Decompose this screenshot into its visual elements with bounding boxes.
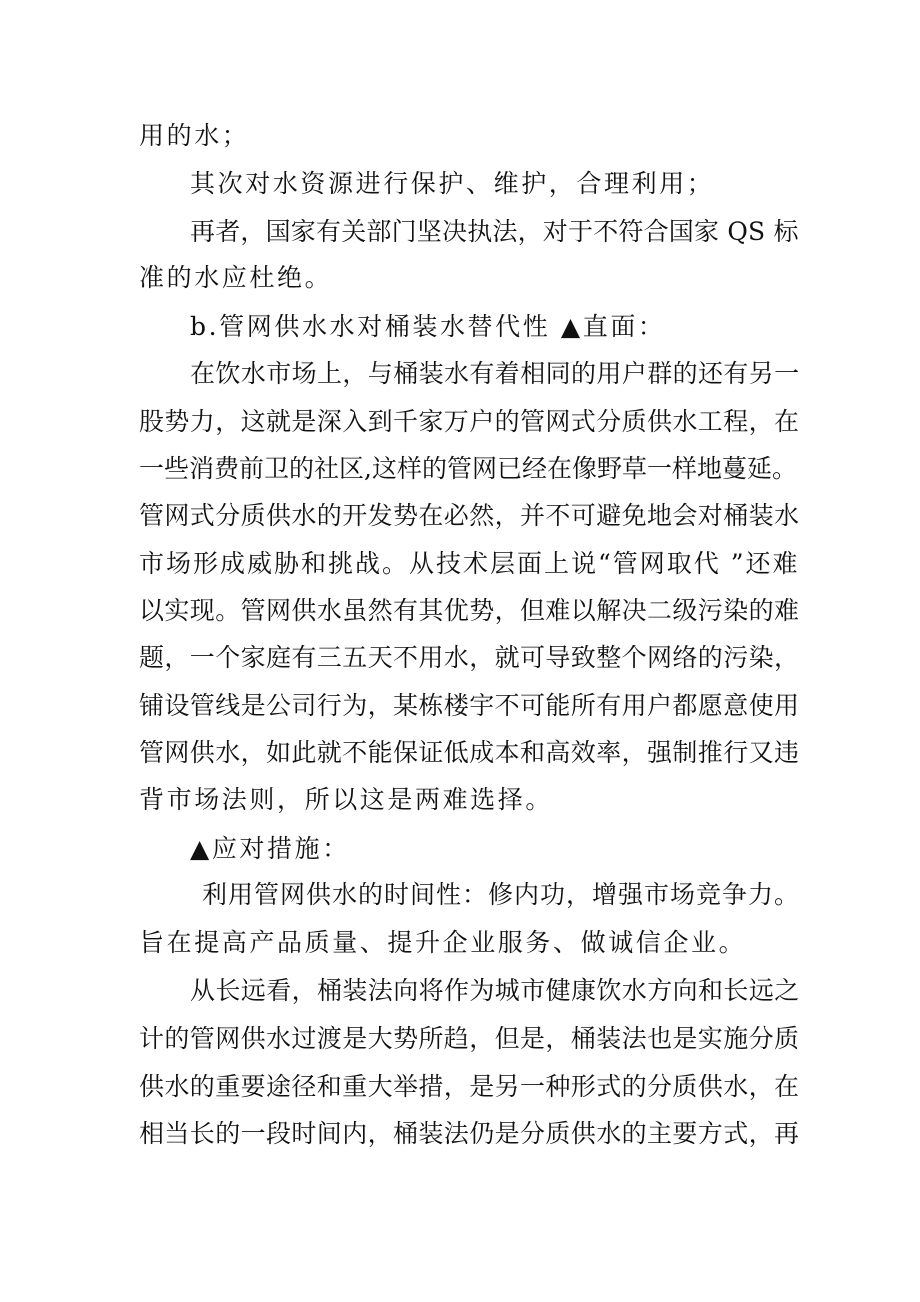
subheading: b.管网供水水对桶装水替代性 ▲直面： xyxy=(190,312,666,341)
text-line: 市场形成威胁和挑战。从技术层面上说“管网取代 ”还难 xyxy=(139,549,800,578)
text-line: 在饮水市场上，与桶装水有着相同的用户群的还有另一 xyxy=(190,359,800,388)
text-line: 计的管网供水过渡是大势所趋，但是，桶装法也是实施分质 xyxy=(139,1024,800,1053)
text-line: 管网式分质供水的开发势在必然，并不可避免地会对桶装水 xyxy=(139,501,800,530)
text-line: 其次对水资源进行保护、维护，合理利用； xyxy=(190,169,715,198)
text-line: 一些消费前卫的社区,这样的管网已经在像野草一样地蔓延。 xyxy=(139,454,797,483)
text-line: 旨在提高产品质量、提升企业服务、做诚信企业。 xyxy=(139,928,747,957)
text-line: 准的水应杜绝。 xyxy=(139,263,333,292)
text-line: 供水的重要途径和重大举措，是另一种形式的分质供水，在 xyxy=(139,1072,800,1101)
text-line: 从长远看，桶装法向将作为城市健康饮水方向和长远之 xyxy=(190,976,800,1005)
text-line: 相当长的一段时间内，桶装法仍是分质供水的主要方式，再 xyxy=(139,1119,800,1148)
text-line: 用的水； xyxy=(139,121,250,150)
text-line: 铺设管线是公司行为，某栋楼宇不可能所有用户都愿意使用 xyxy=(139,691,800,720)
text-line: 管网供水，如此就不能保证低成本和高效率，强制推行又违 xyxy=(139,738,800,767)
text-line: 股势力，这就是深入到千家万户的管网式分质供水工程，在 xyxy=(139,407,800,436)
text-line: 背市场法则，所以这是两难选择。 xyxy=(139,785,554,814)
text-line: 以实现。管网供水虽然有其优势，但难以解决二级污染的难 xyxy=(139,596,800,625)
text-line: 利用管网供水的时间性：修内功，增强市场竞争力。 xyxy=(202,880,801,909)
text-line: 再者，国家有关部门坚决执法，对于不符合国家 QS 标 xyxy=(190,217,799,246)
text-line: 题，一个家庭有三五天不用水，就可导致整个网络的污染， xyxy=(139,643,800,672)
subheading: ▲应对措施： xyxy=(190,834,350,863)
